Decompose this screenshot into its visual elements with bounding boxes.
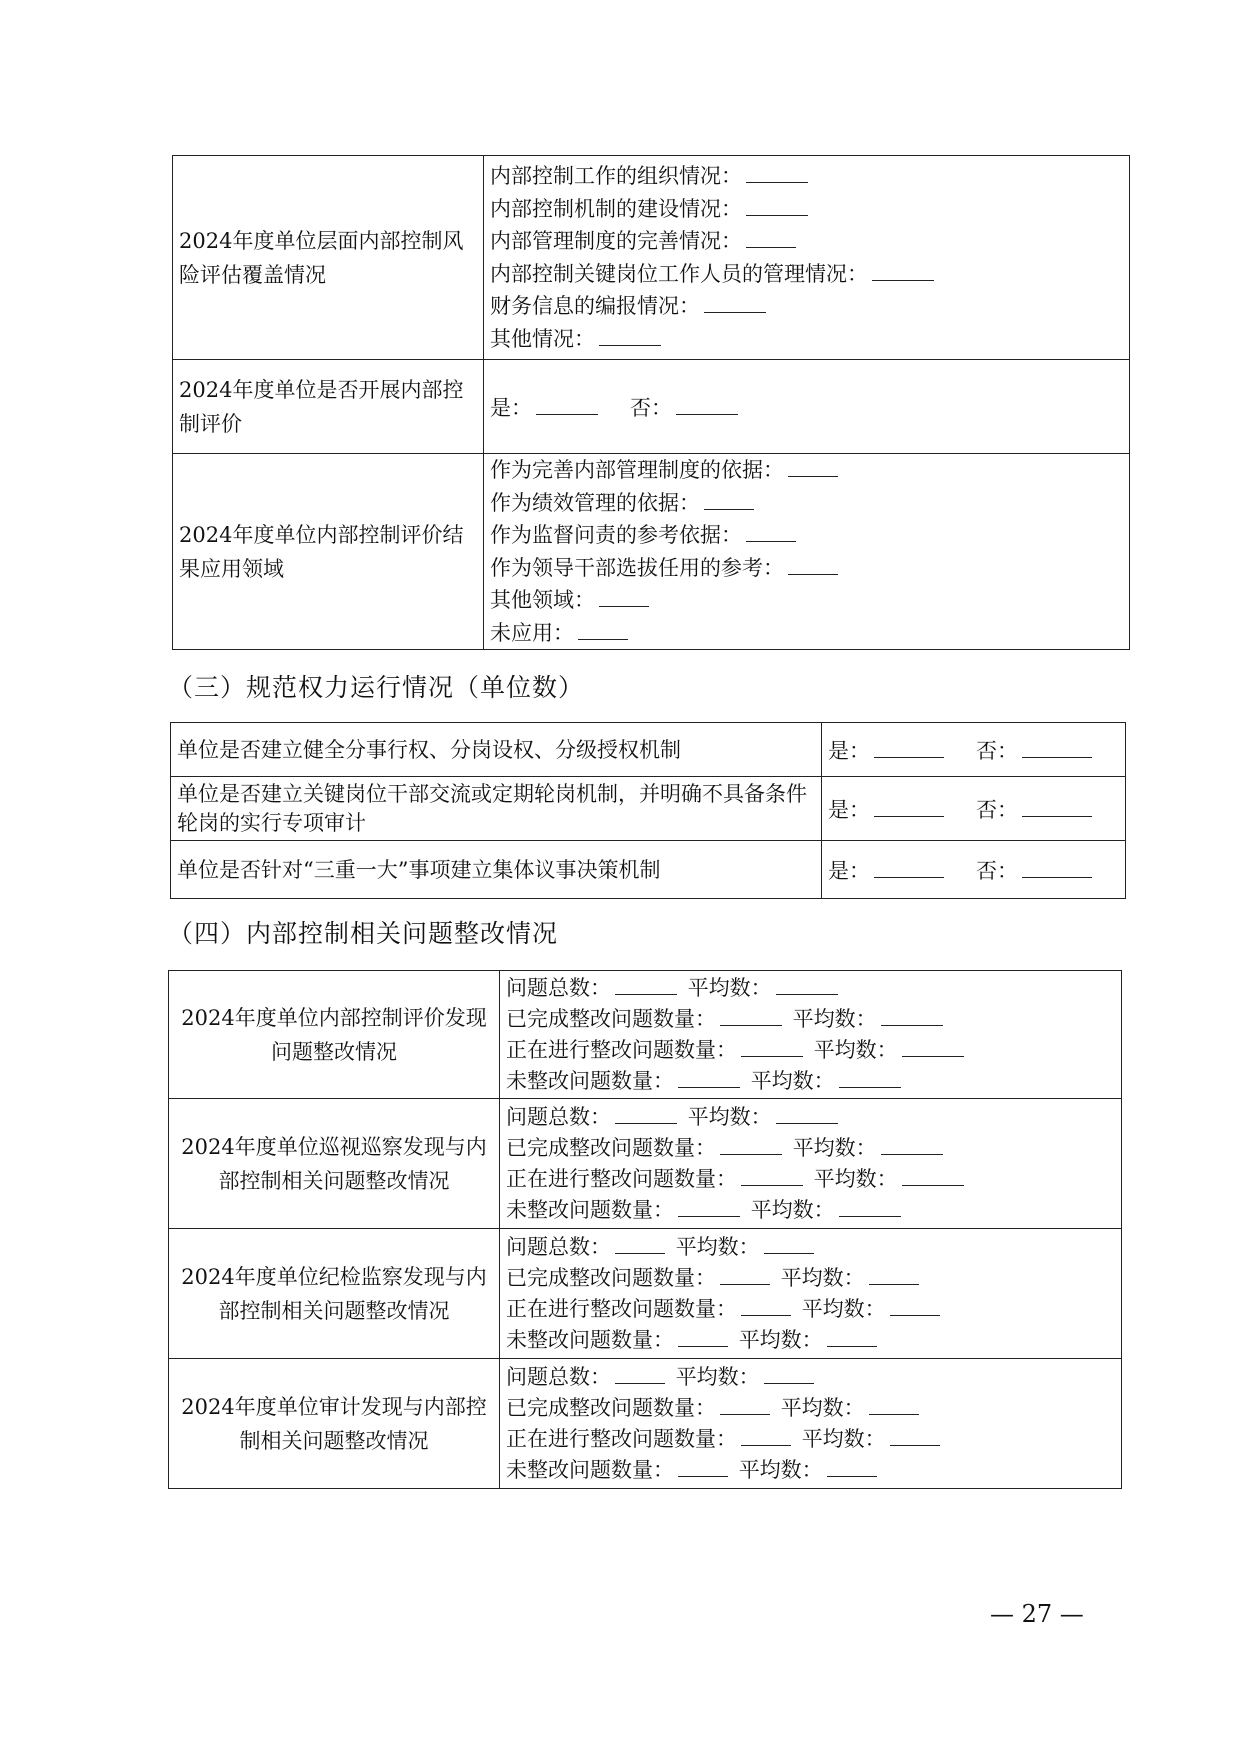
yes-label: 是： — [828, 738, 870, 763]
item-label: 正在进行整改问题数量： — [506, 1037, 737, 1062]
fill-blank[interactable] — [741, 1314, 791, 1316]
item-label: 作为领导干部选拔任用的参考： — [490, 555, 784, 580]
fill-blank[interactable] — [776, 1122, 838, 1124]
fill-blank[interactable] — [746, 246, 796, 248]
item-label: 其他情况： — [490, 326, 595, 351]
item-label: 内部控制工作的组织情况： — [490, 164, 742, 188]
no-blank[interactable] — [1022, 756, 1092, 758]
no-label: 否： — [976, 738, 1018, 763]
yes-label: 是： — [828, 797, 870, 822]
no-blank[interactable] — [1022, 815, 1092, 817]
table-power-operation — [170, 722, 1126, 899]
avg-label: 平均数： — [750, 1068, 835, 1093]
fill-blank[interactable] — [741, 1444, 791, 1446]
fill-blank[interactable] — [881, 1153, 943, 1155]
fill-blank[interactable] — [720, 1024, 782, 1026]
avg-label: 平均数： — [780, 1265, 865, 1290]
risk-coverage-items — [484, 156, 1130, 360]
fill-blank[interactable] — [578, 638, 628, 640]
fill-blank[interactable] — [599, 344, 661, 346]
fill-blank[interactable] — [615, 1122, 677, 1124]
item-label: 未应用： — [490, 620, 574, 645]
item-label: 作为完善内部管理制度的依据： — [490, 458, 784, 482]
fill-blank[interactable] — [741, 1184, 803, 1186]
no-label: 否： — [630, 395, 672, 420]
item-label: 内部控制机制的建设情况： — [490, 196, 742, 221]
row-label-rect-4: 2024年度单位审计发现与内部控制相关问题整改情况 — [169, 1359, 500, 1489]
item-label: 已完成整改问题数量： — [506, 1265, 716, 1290]
yes-blank[interactable] — [874, 815, 944, 817]
fill-blank[interactable] — [839, 1086, 901, 1088]
fill-blank[interactable] — [720, 1153, 782, 1155]
rect-4-items — [500, 1359, 1122, 1489]
item-label: 作为监督问责的参考依据： — [490, 523, 742, 547]
fill-blank[interactable] — [764, 1382, 814, 1384]
rect-1-items — [500, 971, 1122, 1099]
row-label-power-1: 单位是否建立健全分事行权、分岗设权、分级授权机制 — [171, 723, 822, 777]
yes-blank[interactable] — [874, 756, 944, 758]
evaluation-yes-no — [484, 360, 1130, 454]
fill-blank[interactable] — [615, 1382, 665, 1384]
page-number: — 27 — — [990, 1600, 1084, 1628]
fill-blank[interactable] — [869, 1413, 919, 1415]
fill-blank[interactable] — [615, 993, 677, 995]
avg-label: 平均数： — [738, 1327, 823, 1352]
row-label-power-3: 单位是否针对“三重一大”事项建立集体议事决策机制 — [171, 841, 822, 899]
item-label: 问题总数： — [506, 1364, 611, 1389]
fill-blank[interactable] — [720, 1413, 770, 1415]
fill-blank[interactable] — [678, 1345, 728, 1347]
no-blank[interactable] — [676, 413, 738, 415]
fill-blank[interactable] — [615, 1252, 665, 1254]
rect-2-items — [500, 1099, 1122, 1229]
fill-blank[interactable] — [704, 311, 766, 313]
item-label: 未整改问题数量： — [506, 1068, 674, 1093]
fill-blank[interactable] — [839, 1215, 901, 1217]
fill-blank[interactable] — [764, 1252, 814, 1254]
fill-blank[interactable] — [678, 1086, 740, 1088]
item-label: 作为绩效管理的依据： — [490, 490, 700, 515]
avg-label: 平均数： — [813, 1037, 898, 1062]
item-label: 其他领域： — [490, 588, 595, 612]
fill-blank[interactable] — [890, 1314, 940, 1316]
item-label: 未整改问题数量： — [506, 1457, 674, 1482]
item-label: 未整改问题数量： — [506, 1327, 674, 1352]
avg-label: 平均数： — [750, 1197, 835, 1222]
fill-blank[interactable] — [599, 605, 649, 607]
row-label-rect-3: 2024年度单位纪检监察发现与内部控制相关问题整改情况 — [169, 1229, 500, 1359]
fill-blank[interactable] — [720, 1283, 770, 1285]
row-label-result-application: 2024年度单位内部控制评价结果应用领域 — [173, 454, 484, 650]
avg-label: 平均数： — [801, 1426, 886, 1451]
yes-label: 是： — [828, 858, 870, 883]
yes-blank[interactable] — [874, 876, 944, 878]
avg-label: 平均数： — [675, 1234, 760, 1259]
item-label: 财务信息的编报情况： — [490, 294, 700, 318]
avg-label: 平均数： — [675, 1364, 760, 1389]
rect-3-items — [500, 1229, 1122, 1359]
item-label: 内部控制关键岗位工作人员的管理情况： — [490, 261, 868, 286]
fill-blank[interactable] — [890, 1444, 940, 1446]
fill-blank[interactable] — [881, 1024, 943, 1026]
power-3-yes-no — [822, 841, 1126, 899]
avg-label: 平均数： — [687, 1104, 772, 1129]
fill-blank[interactable] — [678, 1475, 728, 1477]
fill-blank[interactable] — [746, 540, 796, 542]
fill-blank[interactable] — [872, 279, 934, 281]
item-label: 内部管理制度的完善情况： — [490, 229, 742, 253]
fill-blank[interactable] — [746, 214, 808, 216]
row-label-rect-1: 2024年度单位内部控制评价发现问题整改情况 — [169, 971, 500, 1099]
avg-label: 平均数： — [687, 975, 772, 1000]
no-blank[interactable] — [1022, 876, 1092, 878]
item-label: 已完成整改问题数量： — [506, 1006, 716, 1031]
fill-blank[interactable] — [827, 1475, 877, 1477]
fill-blank[interactable] — [746, 181, 808, 183]
item-label: 问题总数： — [506, 975, 611, 1000]
item-label: 正在进行整改问题数量： — [506, 1166, 737, 1191]
yes-label: 是： — [490, 395, 532, 420]
item-label: 正在进行整改问题数量： — [506, 1426, 737, 1451]
fill-blank[interactable] — [902, 1055, 964, 1057]
fill-blank[interactable] — [678, 1215, 740, 1217]
item-label: 已完成整改问题数量： — [506, 1395, 716, 1420]
item-label: 正在进行整改问题数量： — [506, 1296, 737, 1321]
no-label: 否： — [976, 797, 1018, 822]
avg-label: 平均数： — [813, 1166, 898, 1191]
fill-blank[interactable] — [704, 508, 754, 510]
row-label-rect-2: 2024年度单位巡视巡察发现与内部控制相关问题整改情况 — [169, 1099, 500, 1229]
yes-blank[interactable] — [536, 413, 598, 415]
section-heading-rectification: （四）内部控制相关问题整改情况 — [168, 919, 559, 948]
item-label: 未整改问题数量： — [506, 1197, 674, 1222]
fill-blank[interactable] — [788, 573, 838, 575]
fill-blank[interactable] — [827, 1345, 877, 1347]
avg-label: 平均数： — [792, 1006, 877, 1031]
item-label: 已完成整改问题数量： — [506, 1135, 716, 1160]
avg-label: 平均数： — [738, 1457, 823, 1482]
fill-blank[interactable] — [788, 475, 838, 477]
fill-blank[interactable] — [741, 1055, 803, 1057]
section-heading-power: （三）规范权力运行情况（单位数） — [168, 673, 585, 702]
avg-label: 平均数： — [792, 1135, 877, 1160]
row-label-risk-coverage: 2024年度单位层面内部控制风险评估覆盖情况 — [173, 156, 484, 360]
fill-blank[interactable] — [869, 1283, 919, 1285]
avg-label: 平均数： — [801, 1296, 886, 1321]
fill-blank[interactable] — [776, 993, 838, 995]
item-label: 问题总数： — [506, 1234, 611, 1259]
power-1-yes-no — [822, 723, 1126, 777]
table-risk-assessment — [172, 155, 1130, 650]
no-label: 否： — [976, 858, 1018, 883]
item-label: 问题总数： — [506, 1104, 611, 1129]
row-label-power-2: 单位是否建立关键岗位干部交流或定期轮岗机制，并明确不具备条件轮岗的实行专项审计 — [171, 777, 822, 841]
avg-label: 平均数： — [780, 1395, 865, 1420]
result-application-items — [484, 454, 1130, 650]
power-2-yes-no — [822, 777, 1126, 841]
fill-blank[interactable] — [902, 1184, 964, 1186]
table-rectification — [168, 970, 1122, 1489]
row-label-evaluation: 2024年度单位是否开展内部控制评价 — [173, 360, 484, 454]
